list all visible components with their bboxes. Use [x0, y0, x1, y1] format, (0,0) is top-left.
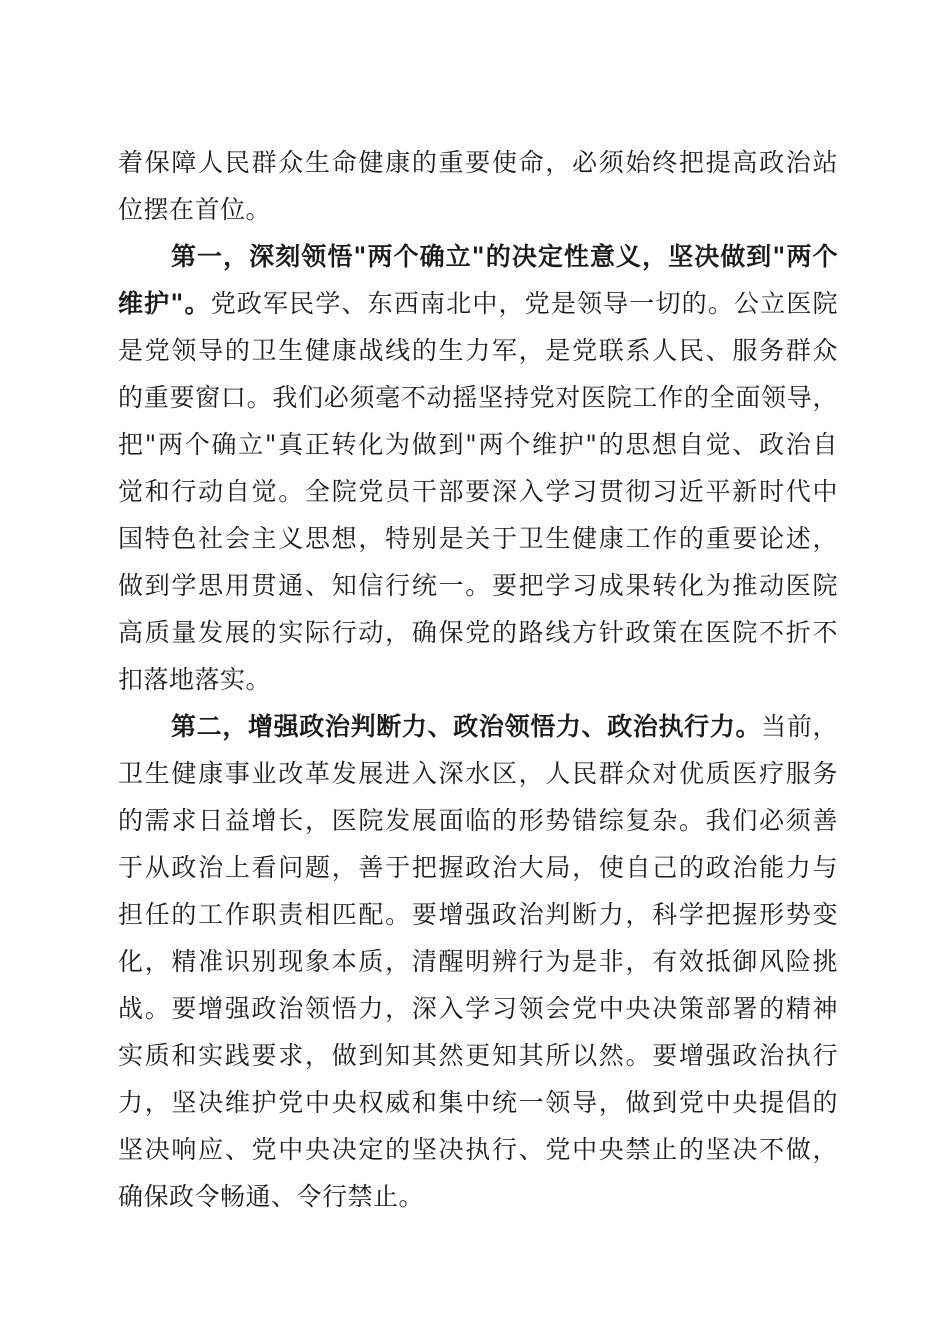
text-line: 着保障人民群众生命健康的重要使命，必须始终把提高政治站: [118, 148, 838, 177]
text-line: 化，精准识别现象本质，清醒明辨行为是非，有效抵御风险挑: [118, 947, 838, 976]
text-line: 坚决响应、党中央决定的坚决执行、党中央禁止的坚决不做，: [118, 1135, 838, 1164]
text-line: 实质和实践要求，做到知其然更知其所以然。要增强政治执行: [118, 1041, 838, 1070]
paragraph-2-lead: [171, 707, 838, 747]
text-line: 是党领导的卫生健康战线的生力军，是党联系人民、服务群众: [118, 336, 838, 365]
text-line: 的重要窗口。我们必须毫不动摇坚持党对医院工作的全面领导，: [118, 383, 838, 412]
text-line: 确保政令畅通、令行禁止。: [118, 1182, 425, 1211]
paragraph-1-lead: [171, 237, 838, 277]
text-line: 卫生健康事业改革发展进入深水区，人民群众对优质医疗服务: [118, 759, 838, 788]
text-line: 力，坚决维护党中央权威和集中统一领导，做到党中央提倡的: [118, 1088, 838, 1117]
paragraph-heading: 第二，增强政治判断力、政治领悟力、政治执行力。: [171, 712, 762, 741]
text-line: 的需求日益增长，医院发展面临的形势错综复杂。我们必须善: [118, 806, 838, 835]
text-line: 把"两个确立"真正转化为做到"两个维护"的思想自觉、政治自: [118, 430, 838, 459]
paragraph-heading-end: 维护"。: [118, 289, 211, 318]
text-line: 担任的工作职责相匹配。要增强政治判断力，科学把握形势变: [118, 900, 838, 929]
text-line: 位摆在首位。: [118, 195, 272, 224]
text-span: 当前，: [761, 712, 838, 741]
text-line: [118, 284, 838, 324]
text-line: 扣落地落实。: [118, 665, 272, 694]
text-line: 做到学思用贯通、知信行统一。要把学习成果转化为推动医院: [118, 571, 838, 600]
text-line: 觉和行动自觉。全院党员干部要深入学习贯彻习近平新时代中: [118, 477, 838, 506]
text-span: 党政军民学、东西南北中，党是领导一切的。公立医院: [210, 289, 838, 318]
paragraph-heading: 第一，深刻领悟"两个确立"的决定性意义，坚决做到"两个: [171, 242, 838, 271]
text-line: 高质量发展的实际行动，确保党的路线方针政策在医院不折不: [118, 618, 838, 647]
text-line: 战。要增强政治领悟力，深入学习领会党中央决策部署的精神: [118, 994, 838, 1023]
text-line: 于从政治上看问题，善于把握政治大局，使自己的政治能力与: [118, 853, 838, 882]
text-line: 国特色社会主义思想，特别是关于卫生健康工作的重要论述，: [118, 524, 838, 553]
